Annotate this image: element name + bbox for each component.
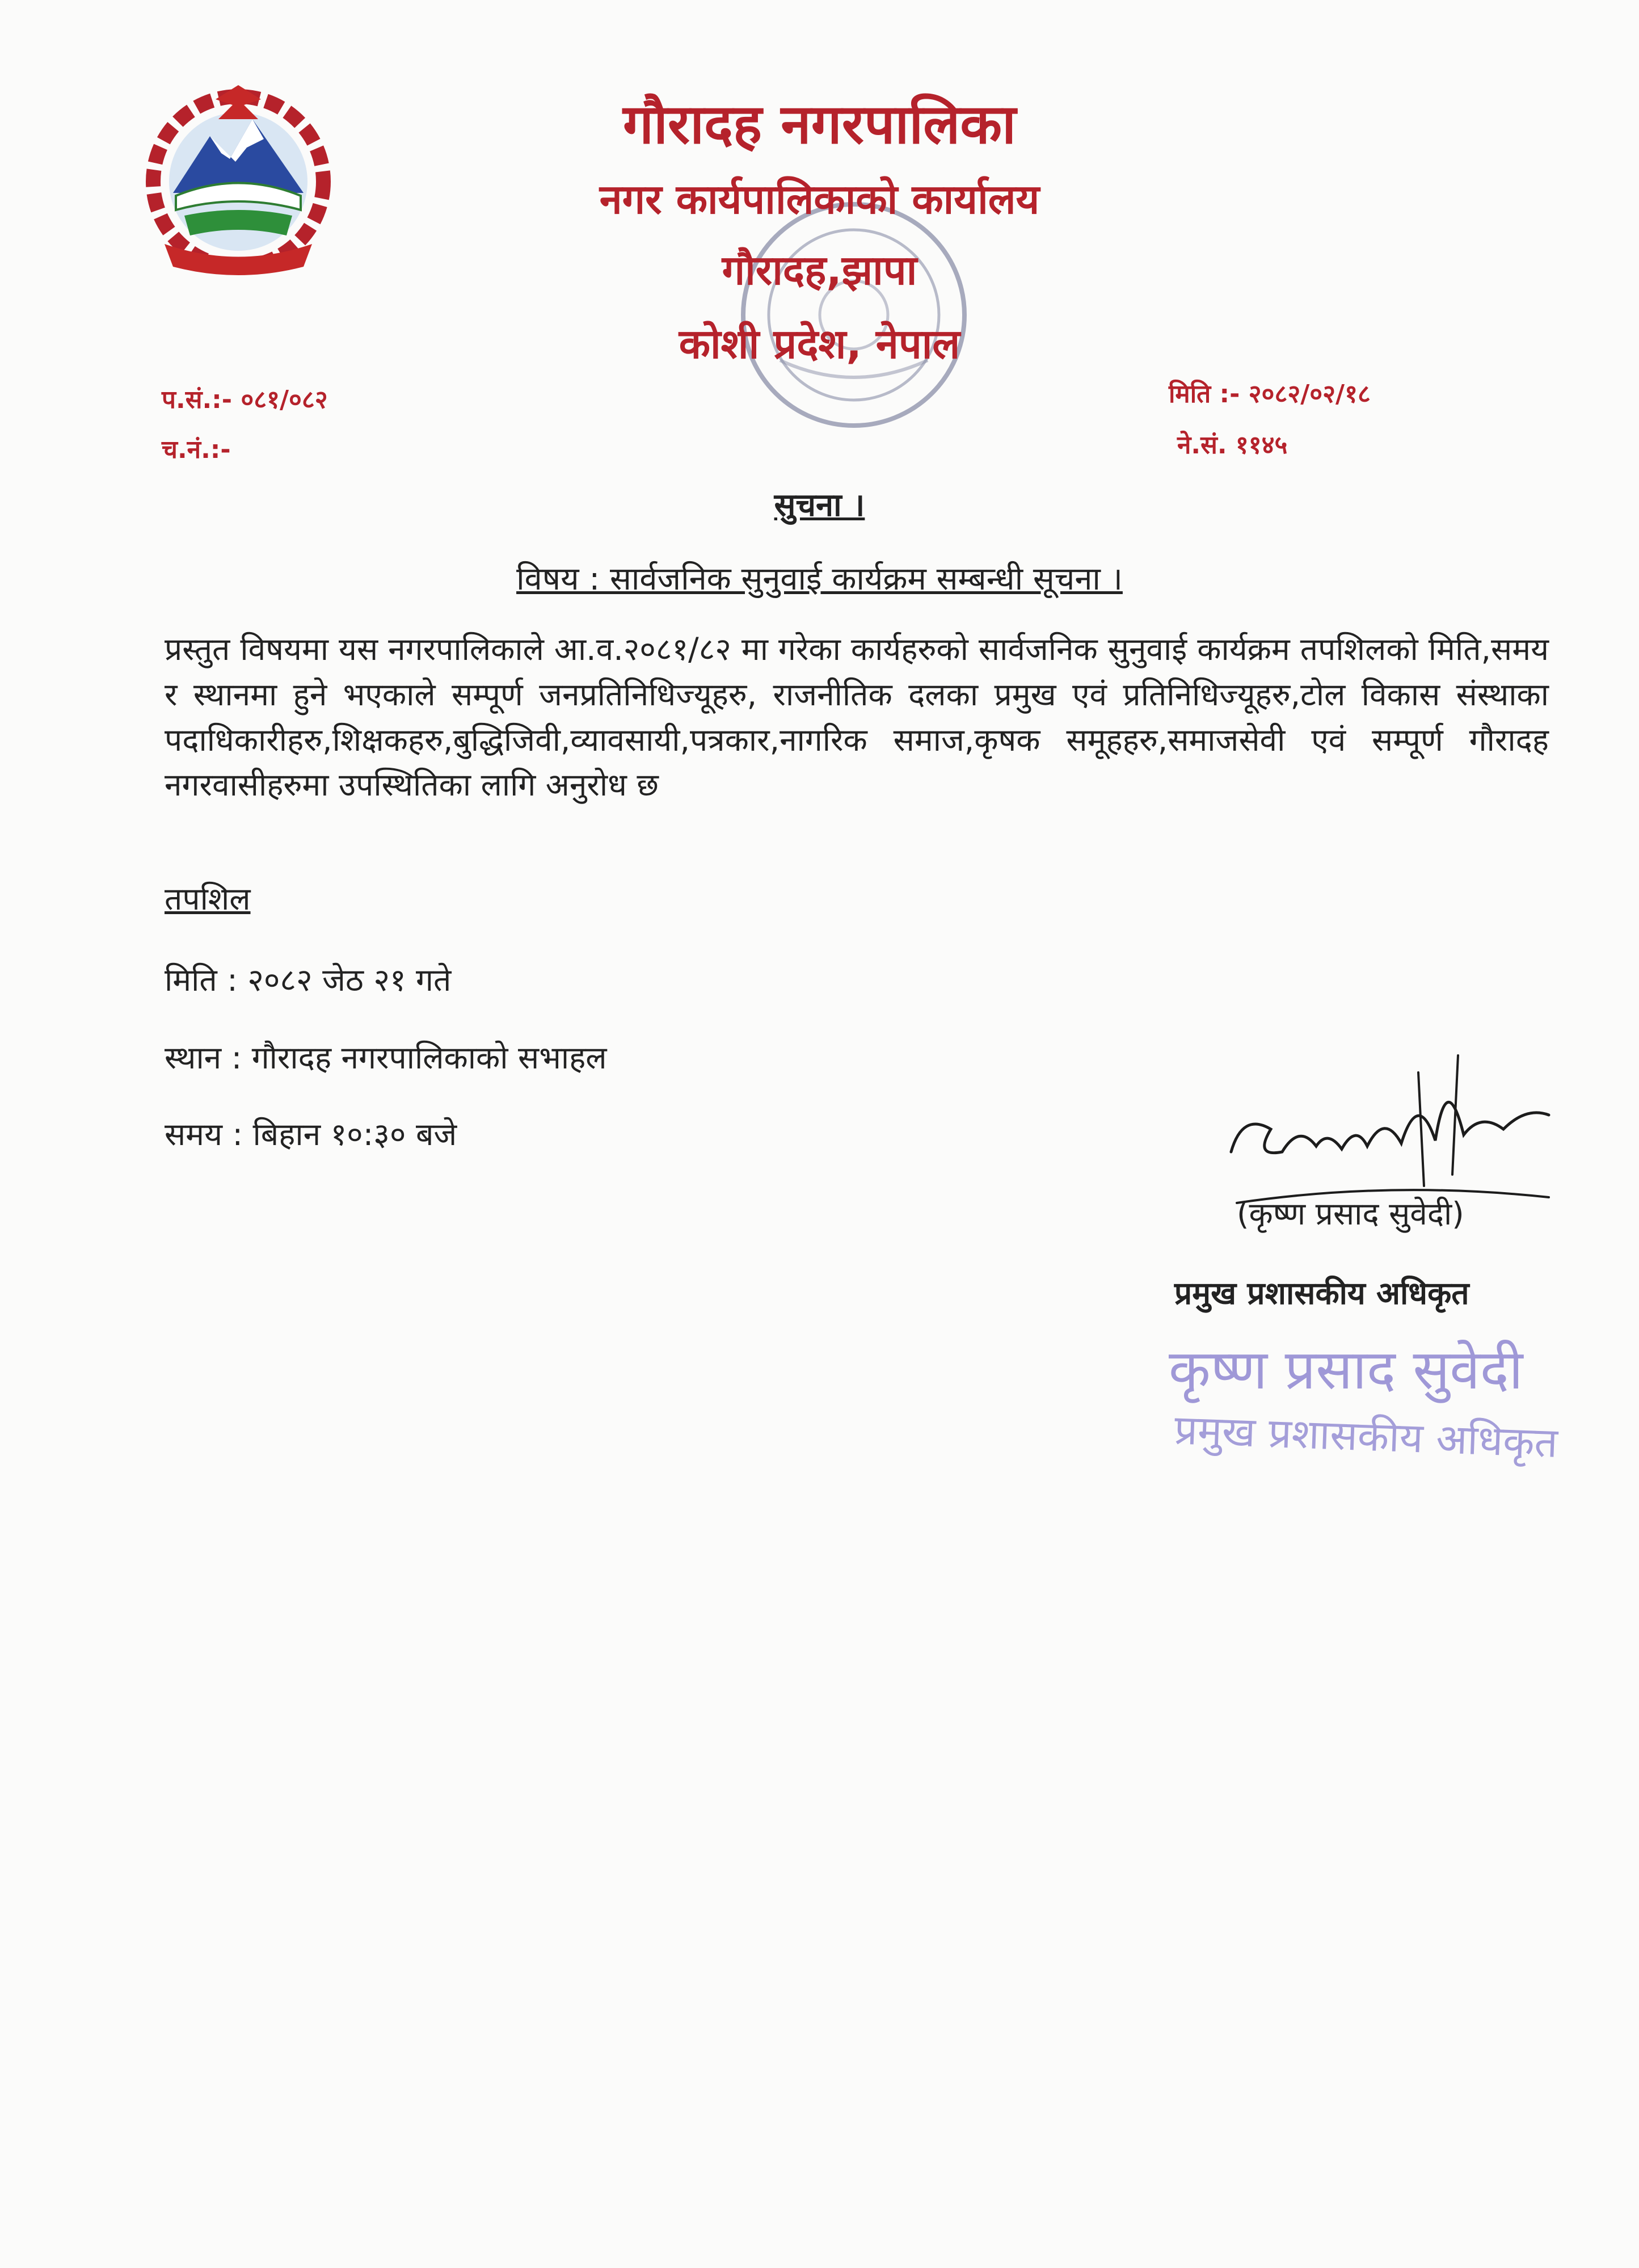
office-province: कोशी प्रदेश, नेपाल xyxy=(679,320,960,368)
office-name: नगर कार्यपालिकाको कार्यालय xyxy=(599,175,1040,223)
dispatch-number: च.नं.:- xyxy=(162,435,231,464)
signatory-designation: प्रमुख प्रशासकीय अधिकृत xyxy=(1174,1275,1469,1311)
municipality-name: गौरादह नगरपालिका xyxy=(623,92,1016,156)
event-place: स्थान : गौरादह नगरपालिकाको सभाहल xyxy=(165,1040,607,1076)
letter-date: मिति :- २०८२/०२/१८ xyxy=(1169,380,1371,409)
event-time: समय : बिहान १०:३० बजे xyxy=(165,1116,457,1152)
details-heading: तपशिल xyxy=(165,881,251,917)
notice-body: प्रस्तुत विषयमा यस नगरपालिकाले आ.व.२०८१/८२ मा गरेका कार्यहरुको सार्वजनिक सुनुवाई कार्यक्रम तपशिलको मिति,समय र स्थानमा हुने भएकाले सम्पूर्ण जनप्रतिनिधिज्यूहरु, राजनीतिक दलका प्रमुख एवं प्रतिनिधिज्यूहरु,टोल विकास संस्थाका पदाधिकारीहरु,शिक्षकहरु,बुद्धिजिवी,व्यावसायी,पत्रकार,नागरिक समाज,कृषक समूहहरु,समाजसेवी एवं सम्पूर्ण गौरादह नगरवासीहरुमा उपस्थितिका लागि अनुरोध छ xyxy=(165,631,1549,803)
notice-title: सुचना । xyxy=(774,487,865,524)
office-location: गौरादह,झापा xyxy=(722,246,917,294)
signatory-name: (कृष्ण प्रसाद सुवेदी) xyxy=(1237,1196,1464,1232)
handwritten-signature xyxy=(1220,1044,1560,1214)
letter-number: प.सं.:- ०८१/०८२ xyxy=(162,385,328,414)
event-date: मिति : २०८२ जेठ २१ गते xyxy=(165,962,452,998)
notice-subject: विषय : सार्वजनिक सुनुवाई कार्यक्रम सम्बन्धी सूचना । xyxy=(516,561,1123,597)
name-stamp: कृष्ण प्रसाद सुवेदी xyxy=(1169,1338,1523,1402)
designation-stamp: प्रमुख प्रशासकीय अधिकृत xyxy=(1173,1406,1559,1467)
nepal-sambat-date: ने.सं. ११४५ xyxy=(1177,431,1288,460)
